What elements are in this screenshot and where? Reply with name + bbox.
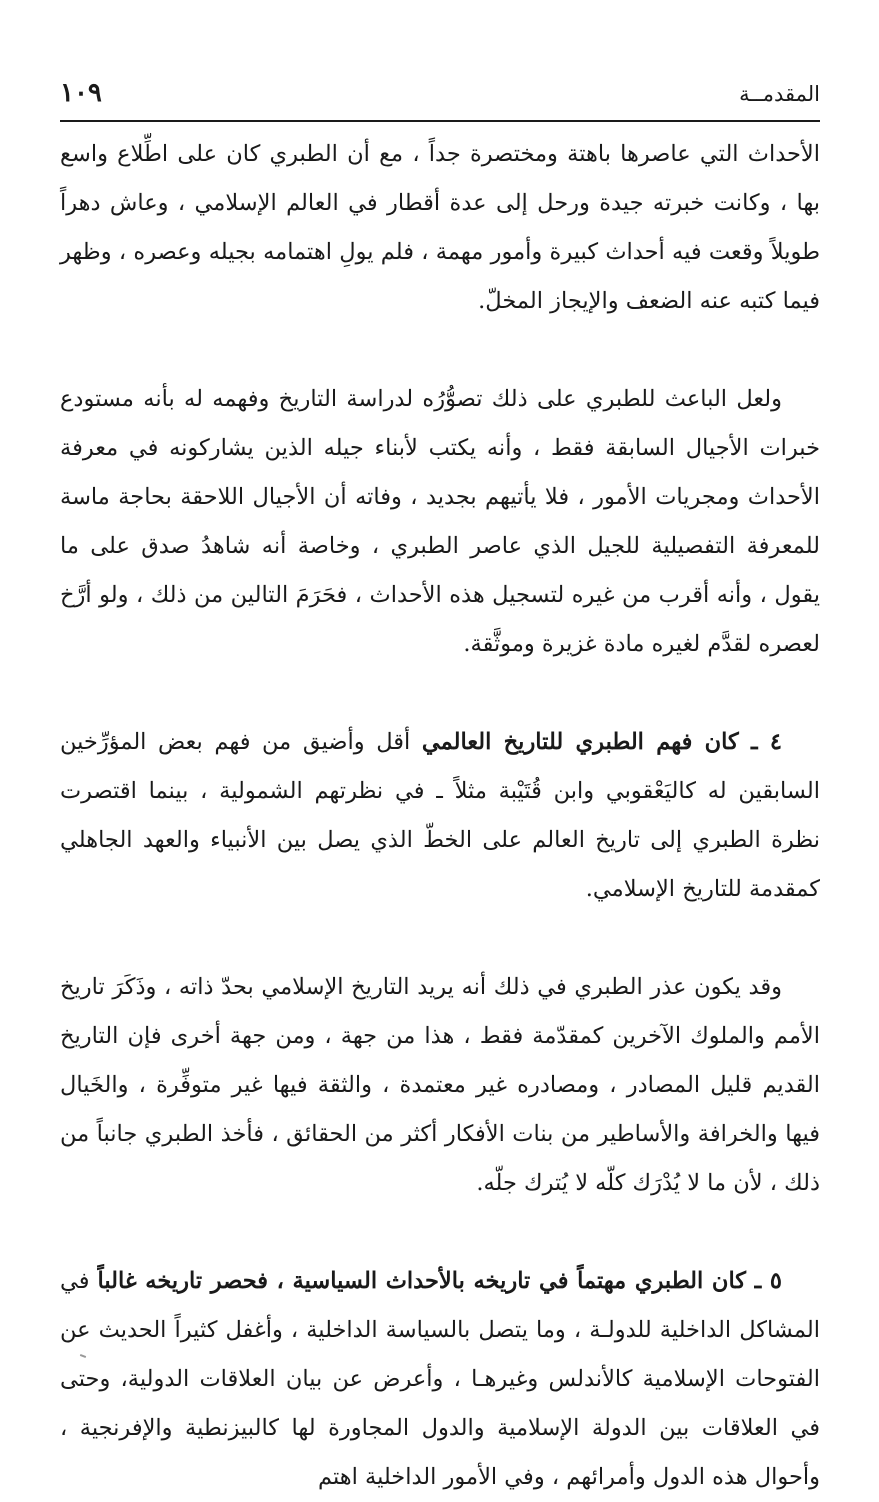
page-number: ١٠٩ xyxy=(60,78,102,108)
header-rule xyxy=(60,120,820,122)
paragraph-text: في المشاكل الداخلية للدولـة ، وما يتصل بالسياسة الداخلية ، وأغفل كثيراً الحديث عن الفتوحات الإسلامية كالأندلس وغيرهـا ، وأعرض عن بيان العلاقات الدولية، وحتى في العلاقات بين الدولة الإسلامية والدول المجاورة لها كالبيزنطية والإفرنجية ، وأحوال هذه الدول وأمرائهم ، وفي الأمور الداخلية اهتم xyxy=(60,1268,820,1490)
paragraph-text: الأحداث التي عاصرها باهتة ومختصرة جداً ، مع أن الطبري كان على اطِّلاع واسع بها ، وكانت خبرته جيدة ورحل إلى عدة أقطار في العالم الإسلامي ، وعاش دهراً طويلاً وقعت فيه أحداث كبيرة وأمور مهمة ، فلم يولِ اهتمامه بجيله وعصره ، وظهر فيما كتبه عنه الضعف والإيجاز المخلّ. xyxy=(60,141,820,314)
paragraph-2 xyxy=(60,375,820,669)
book-page xyxy=(60,78,820,1502)
paragraph-lead: ٤ ـ كان فهم الطبري للتاريخ العالمي xyxy=(421,729,782,755)
paragraph-4 xyxy=(60,963,820,1208)
paragraph-text: وقد يكون عذر الطبري في ذلك أنه يريد التاريخ الإسلامي بحدّ ذاته ، وذَكَرَ تاريخ الأمم والملوك الآخرين كمقدّمة فقط ، هذا من جهة ، ومن جهة أخرى فإن التاريخ القديم قليل المصادر ، ومصادره غير معتمدة ، والثقة فيها غير متوفِّرة ، والخَيال فيها والخرافة والأساطير من بنات الأفكار أكثر من الحقائق ، فأخذ الطبري جانباً من ذلك ، لأن ما لا يُدْرَك كلّه لا يُترك جلّه. xyxy=(60,974,820,1196)
paragraph-5 xyxy=(60,1257,820,1502)
paragraph-text: ولعل الباعث للطبري على ذلك تصوُّرُه لدراسة التاريخ وفهمه له بأنه مستودع خبرات الأجيال السابقة فقط ، وأنه يكتب لأبناء جيله الذين يشاركونه في معرفة الأحداث ومجريات الأمور ، فلا يأتيهم بجديد ، وفاته أن الأجيال اللاحقة بحاجة ماسة للمعرفة التفصيلية للجيل الذي عاصر الطبري ، وخاصة أنه شاهدُ صدق على ما يقول ، وأنه أقرب من غيره لتسجيل هذه الأحداث ، فحَرَمَ التالين من ذلك ، ولو أرَّخ لعصره لقدَّم لغيره مادة غزيرة وموثَّقة. xyxy=(60,386,820,657)
chapter-title: المقدمــة xyxy=(739,82,820,106)
paragraph-text: أقل وأضيق من فهم بعض المؤرِّخين السابقين له كاليَعْقوبي وابن قُتَيْبة مثلاً ـ في نظرتهم الشمولية ، بينما اقتصرت نظرة الطبري إلى تاريخ العالم على الخطّ الذي يصل بين الأنبياء والعهد الجاهلي كمقدمة للتاريخ الإسلامي. xyxy=(60,729,820,902)
paragraph-lead: ٥ ـ كان الطبري مهتماً في تاريخه بالأحداث السياسية ، فحصر تاريخه غالباً xyxy=(97,1268,783,1294)
paragraph-1 xyxy=(60,130,820,326)
running-header xyxy=(60,78,820,116)
paragraph-3 xyxy=(60,718,820,914)
